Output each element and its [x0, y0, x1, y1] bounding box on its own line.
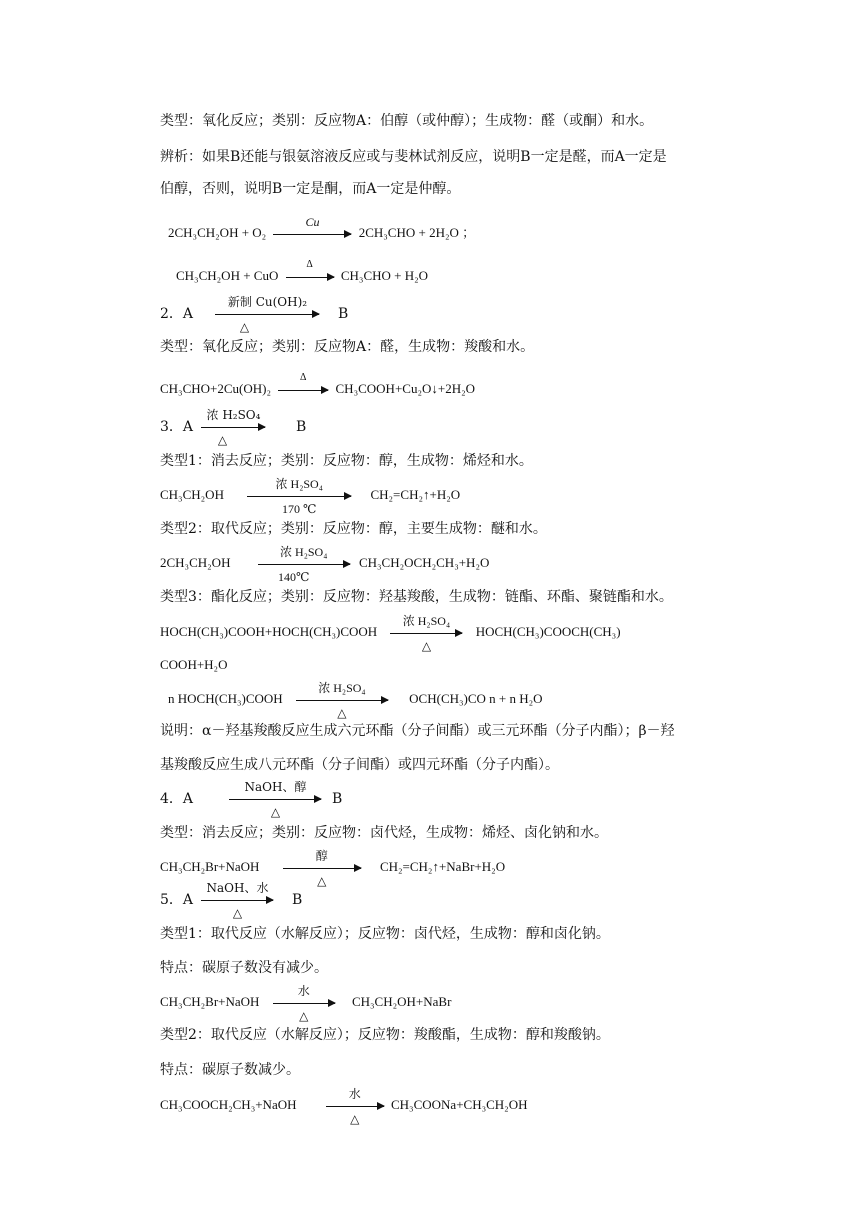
reagent-label: 水	[297, 983, 310, 998]
reaction-arrow	[390, 613, 462, 653]
reaction-arrow	[229, 779, 321, 819]
paragraph-feature-2: 特点：碳原子数减少。	[160, 1062, 300, 1078]
reagent-label: NaOH、醇	[244, 779, 307, 794]
heat-label: △	[217, 432, 228, 447]
equation-left: CH₃CHO+2Cu(OH)₂	[160, 381, 272, 396]
paragraph-elimination: 类型1：消去反应；类别：反应物：醇，生成物：烯烃和水。	[160, 453, 533, 469]
reaction-arrow	[247, 476, 351, 516]
equation-left: CH₃COOCH₂CH₃+NaOH	[160, 1097, 297, 1112]
reaction-arrow	[201, 880, 273, 920]
product-label: B	[331, 791, 343, 807]
equation-ethanol-dehydration	[160, 476, 461, 516]
paragraph-feature-1: 特点：碳原子数没有减少。	[160, 960, 328, 976]
section-number: 2．A	[160, 306, 194, 322]
section-3-scheme	[160, 407, 307, 447]
paragraph-oxidation-type: 类型：氧化反应；类别：反应物A：伯醇（或仲醇）；生成物：醛（或酮）和水。	[160, 113, 654, 129]
equation-bromoethane-hydrolysis	[160, 983, 452, 1023]
temperature-label: 170 ℃	[282, 501, 317, 516]
paragraph-analysis-cont: 伯醇，否则，说明B一定是酮，而A一定是仲醇。	[160, 181, 461, 197]
paragraph-hydrolysis-1: 类型1：取代反应（水解反应）；反应物：卤代烃，生成物：醇和卤化钠。	[160, 926, 610, 942]
equation-left: CH₃CH₂Br+NaOH	[160, 859, 260, 874]
equation-hydroxy-acid-chain-ester	[160, 613, 621, 653]
heat-label: △	[337, 705, 347, 720]
condition-label: Δ	[300, 371, 307, 383]
equation-right: CH₃CH₂OCH₂CH₃+H₂O	[358, 555, 490, 570]
equation-continuation: COOH+H₂O	[160, 657, 228, 672]
equation-right: CH₃CHO + H₂O	[340, 268, 429, 283]
equation-left: HOCH(CH₃)COOH+HOCH(CH₃)COOH	[160, 624, 378, 639]
equation-left: n HOCH(CH₃)COOH	[168, 691, 283, 706]
equation-left: 2CH₃CH₂OH + O₂	[168, 225, 267, 240]
heat-label: △	[317, 873, 327, 888]
equation-right: CH₂=CH₂↑+NaBr+H₂O	[379, 859, 506, 874]
reaction-arrow	[278, 371, 328, 391]
paragraph-note-cont: 基羧酸反应生成八元环酯（分子间酯）或四元环酯（分子内酯）。	[160, 757, 559, 773]
equation-right: HOCH(CH₃)COOCH(CH₃)	[475, 624, 621, 639]
paragraph-hydrolysis-2: 类型2：取代反应（水解反应）；反应物：羧酸酯，生成物：醇和羧酸钠。	[160, 1027, 610, 1043]
reaction-arrow	[201, 407, 265, 447]
paragraph-aldehyde-oxidation: 类型：氧化反应；类别：反应物A：醛，生成物：羧酸和水。	[160, 339, 535, 355]
equation-alcohol-oxidation-cu	[168, 214, 476, 242]
paragraph-substitution: 类型2：取代反应；类别：反应物：醇，主要生成物：醚和水。	[160, 521, 547, 537]
reaction-arrow	[283, 848, 361, 888]
equation-ether-formation	[160, 544, 490, 584]
reagent-label: 浓 H₂SO₄	[275, 476, 323, 491]
paragraph-esterification: 类型3：酯化反应；类别：反应物：羟基羧酸，生成物：链酯、环酯、聚链酯和水。	[160, 589, 673, 605]
temperature-label: 140℃	[278, 569, 310, 584]
heat-label: △	[421, 638, 432, 653]
reagent-label: 水	[348, 1086, 361, 1101]
equation-ester-hydrolysis	[160, 1086, 528, 1126]
reagent-label: 新制 Cu(OH)₂	[227, 294, 308, 309]
equation-alcohol-oxidation-cuo	[176, 258, 429, 285]
reagent-label: 浓 H₂SO₄	[402, 613, 451, 628]
equation-right: CH₃COOH+Cu₂O↓+2H₂O	[335, 381, 476, 396]
reaction-arrow	[215, 294, 319, 334]
section-5-scheme	[160, 880, 303, 920]
section-number: 5．A	[160, 892, 194, 908]
equation-right: CH₃COONa+CH₃CH₂OH	[391, 1097, 528, 1112]
equation-polyester-formation	[168, 680, 543, 720]
reagent-label: NaOH、水	[206, 880, 269, 895]
equation-aldehyde-cuoh2	[160, 371, 476, 398]
equation-right: 2CH₃CHO + 2H₂O ；	[358, 225, 476, 240]
reaction-arrow	[296, 680, 388, 720]
section-number: 4．A	[160, 791, 194, 807]
heat-label: △	[299, 1008, 309, 1023]
paragraph-note: 说明：α－羟基羧酸反应生成六元环酯（分子间酯）或三元环酯（分子内酯）；β－羟	[160, 723, 675, 739]
section-2-scheme	[160, 294, 349, 334]
paragraph-haloalkane-elimination: 类型：消去反应；类别：反应物：卤代烃，生成物：烯烃、卤化钠和水。	[160, 825, 608, 841]
equation-right: CH₂=CH₂↑+H₂O	[370, 487, 461, 502]
section-number: 3．A	[160, 419, 194, 435]
reagent-label: 浓 H₂SO₄	[280, 544, 328, 559]
heat-label: △	[239, 319, 250, 334]
product-label: B	[295, 419, 307, 435]
catalyst-label: Cu	[305, 214, 320, 229]
equation-left: CH₃CH₂OH	[160, 487, 224, 502]
heat-label: △	[350, 1111, 360, 1126]
section-4-scheme	[160, 779, 343, 819]
equation-left: CH₃CH₂Br+NaOH	[160, 994, 260, 1009]
reaction-arrow	[286, 258, 334, 278]
reagent-label: 浓 H₂SO₄	[206, 407, 261, 422]
paragraph-analysis: 辨析：如果B还能与银氨溶液反应或与斐林试剂反应，说明B一定是醛，而A一定是	[160, 149, 667, 165]
reaction-arrow	[326, 1086, 384, 1126]
heat-label: △	[232, 905, 243, 920]
equation-left: 2CH₃CH₂OH	[160, 555, 231, 570]
equation-left: CH₃CH₂OH + CuO	[176, 268, 279, 283]
reagent-label: 浓 H₂SO₄	[318, 680, 366, 695]
heat-label: △	[270, 804, 281, 819]
product-label: B	[291, 892, 303, 908]
equation-right: CH₃CH₂OH+NaBr	[351, 994, 452, 1009]
condition-label: Δ	[306, 258, 313, 270]
equation-right: OCH(CH₃)CO n + n H₂O	[409, 691, 543, 706]
product-label: B	[337, 306, 349, 322]
reagent-label: 醇	[315, 848, 328, 863]
reaction-arrow	[273, 983, 335, 1023]
reaction-arrow	[273, 214, 351, 235]
reaction-arrow	[258, 544, 350, 584]
